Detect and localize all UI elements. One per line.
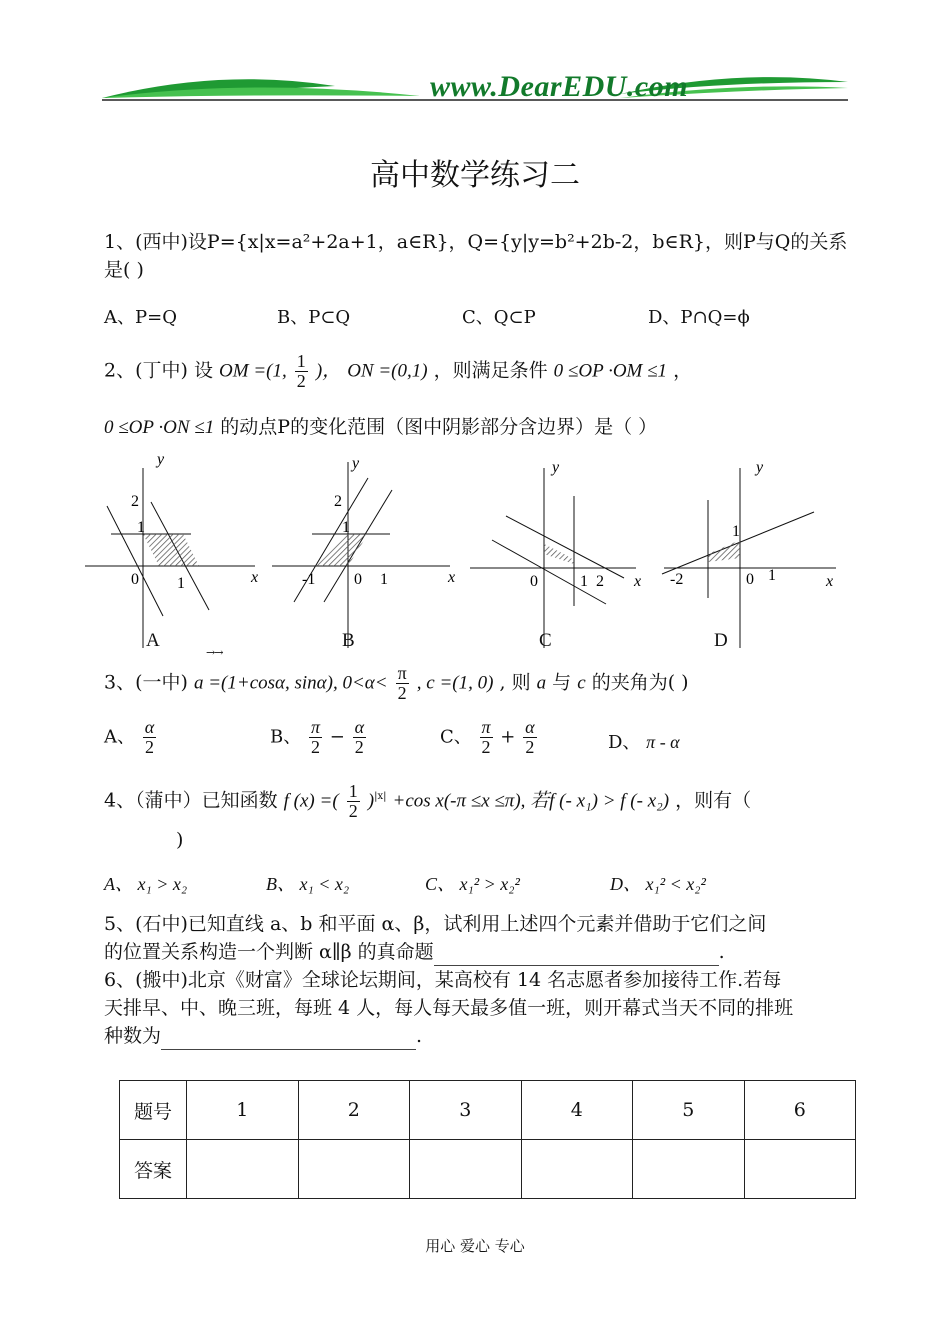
q2-cond2: 0 ≤OP ·ON ≤1 [104,417,215,438]
page-footer: 用心 爱心 专心 [425,1237,525,1255]
q1-option-c: C、Q⊂P [462,307,536,328]
q3-option-c-frac1 [480,718,493,757]
q4-half-num: 1 [348,781,358,801]
q3-var-c: c [577,672,586,694]
q3-vector-mark: →→ [206,646,223,659]
question-number: 5 [633,1081,745,1140]
q3-a-num: α [144,717,155,737]
graph-d-label: D [714,630,728,651]
graph-d-tick: 1 [732,523,740,540]
q2-prefix: 2、(丁中) 设 [104,359,213,382]
graph-b-label: B [342,630,355,651]
q4-expr: +cos x(-π ≤x ≤π), 若f (- x₁) > f (- x₂) [392,790,670,812]
graph-a-tick: 1 [177,575,185,592]
q2-half-den: 2 [296,370,306,391]
question-number: 1 [187,1081,299,1140]
graph-a-tick: 0 [131,571,139,588]
question-number: 2 [298,1081,410,1140]
q4-option-b: B、 x₁ < x₂ [266,874,350,894]
graph-d-tick: 0 [746,571,754,588]
q3-tail2: 与 [552,671,572,694]
graph-a-label: A [146,630,160,651]
table-row [120,1140,856,1199]
q2-om: OM =(1, [219,360,287,382]
graph-d-tick: -2 [670,571,684,588]
graph-c-tick: 0 [530,573,538,590]
q3-var-a: a [536,672,547,694]
q3-pi-half [396,664,409,703]
answer-cell[interactable] [298,1140,410,1199]
q3-b-d1: 2 [310,736,320,757]
site-logo[interactable]: www.DearEDU.com [430,70,689,103]
graph-b-tick: 1 [342,519,350,536]
answer-cell[interactable] [744,1140,856,1199]
graph-c-x-label: x [634,573,642,590]
q3-option-d [608,728,680,754]
q3-option-a-frac [143,718,156,757]
graph-b-tick: 0 [354,571,362,588]
q2-om-close: )， [315,360,342,382]
q6-line3 [104,1022,422,1050]
q2-half-num: 1 [296,351,306,371]
graph-b [272,452,462,652]
answer-cell[interactable] [187,1140,299,1199]
q1-line1: 1、(西中)设P={x|x=a²+2a+1，a∈R}，Q={y|y=b²+2b-2，b∈R}，则P与Q的关系 [104,231,848,253]
question-number: 4 [521,1081,633,1140]
graph-c [468,452,658,652]
graph-b-tick: 2 [334,493,342,510]
q2-rest: 的动点P的变化范围（图中阴影部分含边界）是（ ） [220,416,658,438]
q3-c-op: + [500,726,516,748]
q3-c-d1: 2 [481,736,491,757]
q4-abs-exp: |x| [374,791,387,803]
graph-c-tick: 2 [596,573,604,590]
graph-a-tick: 1 [137,519,145,536]
graph-b-y-label: y [352,455,360,472]
question-number: 3 [410,1081,522,1140]
graph-d-tick: 1 [768,567,776,584]
q3-option-b-frac2 [353,718,366,757]
q3-pi-num: π [397,663,407,683]
q3-option-c-frac2 [523,718,536,757]
site-header [100,68,850,108]
q2-line2 [104,413,657,442]
q2-comma: ， [673,359,693,382]
q3-tail3: 的夹角为( ) [591,671,689,694]
q4-exp: ) [367,790,375,812]
q3-option-b [270,718,368,757]
q4-prefix: 4、（蒲中）已知函数 [104,789,278,812]
q6-answer-blank[interactable] [161,1031,416,1050]
q4-half-den: 2 [348,800,358,821]
q6-text: 种数为 [104,1025,162,1047]
answer-cell[interactable] [521,1140,633,1199]
q3-a-den: 2 [144,736,154,757]
graph-d [660,452,850,652]
q3-c-d2: 2 [525,736,535,757]
answer-cell[interactable] [410,1140,522,1199]
q3-b-d2: 2 [354,736,364,757]
q2-cond1: 0 ≤OP ·OM ≤1 [553,360,668,382]
q6-end: . [416,1025,423,1047]
page-title: 高中数学练习二 [370,158,580,193]
row-label-number: 题号 [120,1081,187,1140]
q1-option-a: A、P=Q [104,307,177,328]
q3-tail1: , 则 [499,671,531,694]
q4-option-a: A、 x₁ > x₂ [104,874,188,894]
answer-table [119,1080,856,1199]
graph-a [85,452,275,652]
table-row [120,1081,856,1140]
q3-option-c-label: C、 [440,726,472,748]
q3-option-a-label: A、 [104,726,135,748]
graph-d-x-label: x [826,573,834,590]
q3-option-c [440,718,539,757]
q1-line2: 是( ) [104,259,144,281]
q6-line1: 6、(搬中)北京《财富》全球论坛期间，某高校有 14 名志愿者参加接待工作.若每 [104,969,782,991]
q2-on: ON =(0,1) [347,360,428,382]
q5-line1: 5、(石中)已知直线 a、b 和平面 α、β，试利用上述四个元素并借助于它们之间 [104,913,767,935]
q1-option-b: B、P⊂Q [277,307,351,328]
graph-c-y-label: y [552,459,560,476]
q3-expr: a =(1+cosα, sinα), 0<α< [193,672,388,694]
q1-option-d: D、P∩Q=ϕ [648,307,750,328]
q3-expr2: , c =(1, 0) [416,672,494,694]
q3-b-op: − [329,726,345,748]
q5-answer-blank[interactable] [434,947,719,966]
q4-line1 [104,782,751,821]
q5-line2 [104,938,725,966]
question-number: 6 [744,1081,856,1140]
q4-option-c: C、 x₁² > x₂² [425,874,520,894]
q3-prefix: 3、(一中) [104,671,188,694]
q4-f: f (x) =( [283,790,339,812]
q3-pi-den: 2 [397,682,407,703]
q3-c-n1: π [481,717,491,737]
q3-b-n2: α [354,717,365,737]
q4-half [347,782,360,821]
q5-end: . [718,941,725,963]
graph-b-tick: 1 [380,571,388,588]
graph-a-x-label: x [251,569,259,586]
q3-b-n1: π [310,717,320,737]
q6-line2: 天排早、中、晚三班，每班 4 人，每人每天最多值一班，则开幕式当天不同的排班 [104,997,794,1019]
q2-line1 [104,352,692,391]
q4-option-d: D、 x₁² < x₂² [610,874,706,894]
q3-option-d-label: D、 [608,732,641,753]
q5-text: 的位置关系构造一个判断 α∥β 的真命题 [104,941,434,963]
row-label-answer: 答案 [120,1140,187,1199]
graph-c-tick: 1 [580,573,588,590]
q3-line [104,664,689,703]
q3-option-a [104,718,158,757]
q2-half [295,352,308,391]
graph-a-tick: 2 [131,493,139,510]
graph-c-label: C [539,630,552,651]
graph-a-y-label: y [157,452,165,468]
graph-d-y-label: y [756,459,764,476]
answer-cell[interactable] [633,1140,745,1199]
q3-option-b-label: B、 [270,726,302,748]
q3-d-expr: π - α [646,732,680,752]
q3-c-n2: α [525,717,535,737]
q2-mid: ，则满足条件 [433,359,548,382]
graph-b-x-label: x [448,569,456,586]
graph-b-tick: -1 [302,571,316,588]
q4-line2: ) [176,829,184,851]
q4-tail: ，则有（ [675,789,752,812]
q3-option-b-frac1 [309,718,322,757]
